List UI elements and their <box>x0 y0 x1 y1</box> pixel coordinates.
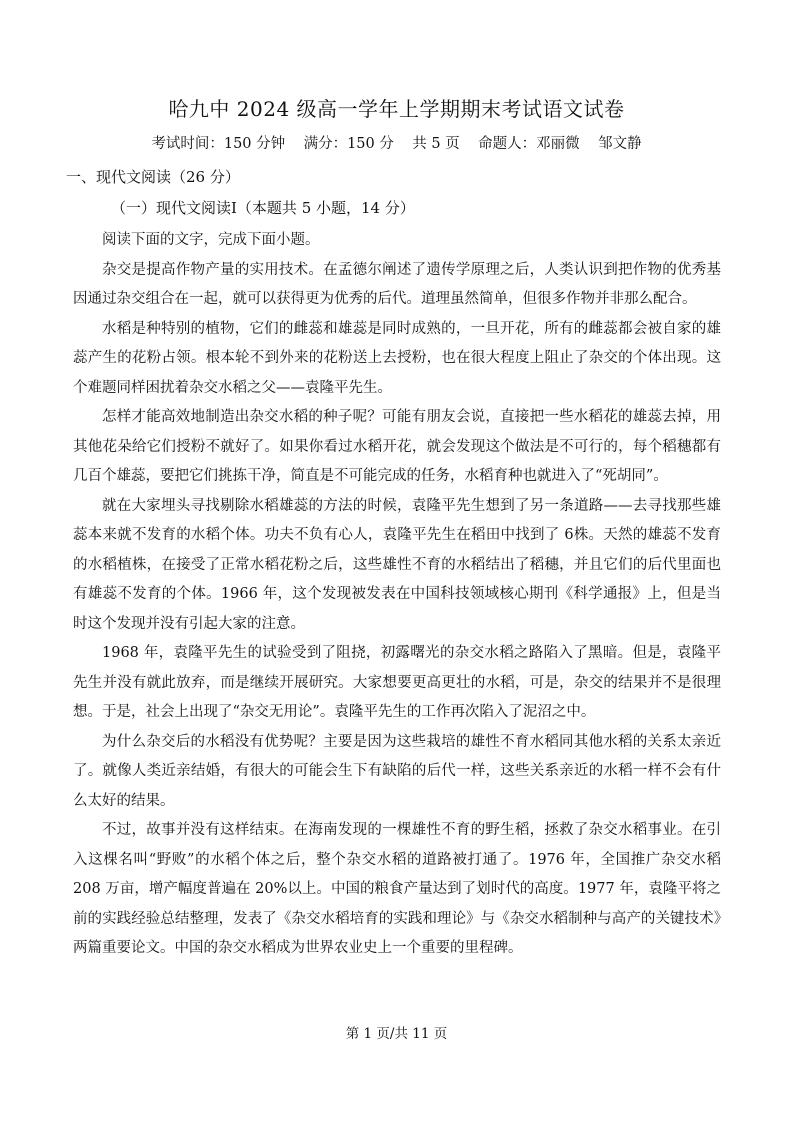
passage-paragraph: 杂交是提高作物产量的实用技术。在孟德尔阐述了遗传学原理之后，人类认识到把作物的优秀基因通过杂交组合在一起，就可以获得更为优秀的后代。道理虽然简单，但很多作物并非那么配合。 <box>73 261 721 307</box>
passage-paragraph: 为什么杂交后的水稻没有优势呢？主要是因为这些栽培的雄性不育水稻同其他水稻的关系太亲近了。就像人类近亲结婚，有很大的可能会生下有缺陷的后代一样，这些关系亲近的水稻一样不会有什么太好的结果。 <box>73 733 721 809</box>
reading-passage <box>73 226 721 964</box>
exam-info-line: 考试时间：150 分钟 满分：150 分 共 5 页 命题人：邓丽微 邹文静 <box>151 136 642 152</box>
instruction-paragraph: 阅读下面的文字，完成下面小题。 <box>102 232 320 248</box>
exam-title: 哈九中 2024 级高一学年上学期期末考试语文试卷 <box>168 97 625 121</box>
passage-paragraph: 怎样才能高效地制造出杂交水稻的种子呢？可能有朋友会说，直接把一些水稻花的雄蕊去掉，用其他花朵给它们授粉不就好了。如果你看过水稻开花，就会发现这个做法是不可行的，每个稻穗都有几百个雄蕊，要把它们挑拣干净，简直是不可能完成的任务，水稻育种也就进入了“死胡同”。 <box>73 409 721 484</box>
section-heading: 一、现代文阅读（26 分） <box>66 168 240 186</box>
subsection-heading: （一）现代文阅读Ⅰ（本题共 5 小题，14 分） <box>111 199 415 217</box>
passage-paragraph: 1968 年，袁隆平先生的试验受到了阻挠，初露曙光的杂交水稻之路陷入了黑暗。但是，袁隆平先生并没有就此放弃，而是继续开展研究。大家想要更高更壮的水稻，可是，杂交的结果并不是很理想。于是，社会上出现了“杂交无用论”。袁隆平先生的工作再次陷入了泥沼之中。 <box>73 645 721 720</box>
passage-paragraph: 水稻是种特别的植物，它们的雌蕊和雄蕊是同时成熟的，一旦开花，所有的雌蕊都会被自家的雄蕊产生的花粉占领。根本轮不到外来的花粉送上去授粉，也在很大程度上阻止了杂交的个体出现。这个难题同样困扰着杂交水稻之父——袁隆平先生。 <box>73 320 721 396</box>
passage-paragraph: 就在大家埋头寻找剔除水稻雄蕊的方法的时候，袁隆平先生想到了另一条道路——去寻找那些雄蕊本来就不发育的水稻个体。功夫不负有心人，袁隆平先生在稻田中找到了 6株。天然的雄蕊不发育的水稻植株，在接受了正常水稻花粉之后，这些雄性不育的水稻结出了稻穗，并且它们的后代里面也有雄蕊不发育的个体。1966 年，这个发现被发表在中国科技领域核心期刊《科学通报》上，但是当时这个发现并没有引起大家的注意。 <box>73 497 721 632</box>
page-number: 第 1 页/共 11 页 <box>345 1026 448 1042</box>
passage-paragraph: 不过，故事并没有这样结束。在海南发现的一棵雄性不育的野生稻，拯救了杂交水稻事业。在引入这棵名叫“野败”的水稻个体之后，整个杂交水稻的道路被打通了。1976 年，全国推广杂交水稻 208 万亩，增产幅度普遍在 20%以上。中国的粮食产量达到了划时代的高度。1977 年，袁隆平将之前的实践经验总结整理，发表了《杂交水稻培育的实践和理论》与《杂交水稻制种与高产的关键技术》两篇重要论文。中国的杂交水稻成为世界农业史上一个重要的里程碑。 <box>73 822 721 956</box>
